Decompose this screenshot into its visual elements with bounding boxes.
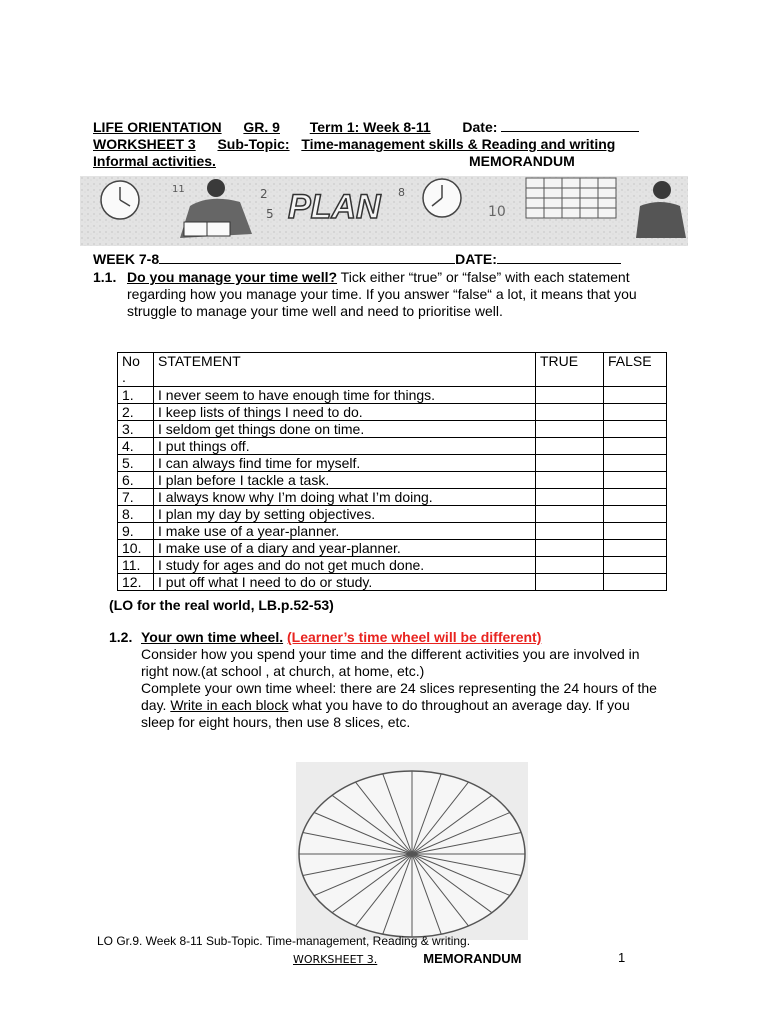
header-statement: STATEMENT — [154, 353, 536, 387]
svg-text:11: 11 — [172, 184, 185, 195]
table-row — [118, 438, 667, 455]
false-cell[interactable] — [604, 523, 667, 540]
row-statement: I never seem to have enough time for things. — [154, 387, 536, 404]
row-number: 10. — [118, 540, 154, 557]
row-number: 3. — [118, 421, 154, 438]
false-cell[interactable] — [604, 557, 667, 574]
row-statement: I seldom get things done on time. — [154, 421, 536, 438]
time-wheel — [296, 762, 528, 940]
true-cell[interactable] — [536, 455, 604, 472]
false-cell[interactable] — [604, 404, 667, 421]
true-cell[interactable] — [536, 557, 604, 574]
lo-reference: (LO for the real world, LB.p.52-53) — [109, 597, 334, 613]
svg-text:10: 10 — [488, 204, 506, 220]
header-line-3 — [93, 153, 216, 170]
question-paragraph-2 — [141, 680, 661, 731]
header-no: No . — [118, 353, 154, 387]
memo-note: (Learner’s time wheel will be different) — [286, 629, 542, 645]
false-cell[interactable] — [604, 455, 667, 472]
statements-table — [117, 352, 667, 591]
true-cell[interactable] — [536, 404, 604, 421]
header-line-1 — [93, 119, 639, 136]
row-statement: I study for ages and do not get much done. — [154, 557, 536, 574]
false-cell[interactable] — [604, 540, 667, 557]
true-cell[interactable] — [536, 540, 604, 557]
row-number: 5. — [118, 455, 154, 472]
header-line-2 — [93, 136, 615, 153]
subject-title: LIFE ORIENTATION — [93, 119, 222, 135]
question-lead: Your own time wheel. — [141, 629, 284, 645]
table-row — [118, 472, 667, 489]
question-paragraph-1: Consider how you spend your time and the different activities you are involved in right now.(at school , at church, at home, etc.) — [141, 646, 640, 679]
footer-worksheet-line — [293, 951, 521, 966]
row-statement: I can always find time for myself. — [154, 455, 536, 472]
term-label: Term 1: Week 8-11 — [309, 119, 431, 135]
date-blank — [501, 119, 639, 132]
table-row — [118, 455, 667, 472]
row-statement: I plan before I tackle a task. — [154, 472, 536, 489]
false-cell[interactable] — [604, 387, 667, 404]
row-statement: I put things off. — [154, 438, 536, 455]
table-row — [118, 404, 667, 421]
date-label: Date: — [462, 119, 498, 135]
alarm-clock-icon — [423, 179, 461, 217]
row-number: 12. — [118, 574, 154, 591]
true-cell[interactable] — [536, 489, 604, 506]
plan-banner-illustration — [80, 176, 688, 246]
row-number: 8. — [118, 506, 154, 523]
table-row — [118, 523, 667, 540]
row-number: 2. — [118, 404, 154, 421]
row-number: 9. — [118, 523, 154, 540]
true-cell[interactable] — [536, 506, 604, 523]
table-row — [118, 506, 667, 523]
svg-text:2: 2 — [260, 187, 268, 201]
grade-label: GR. 9 — [243, 119, 280, 135]
calendar-icon — [526, 178, 616, 218]
table-header-row — [118, 353, 667, 387]
true-cell[interactable] — [536, 574, 604, 591]
row-number: 4. — [118, 438, 154, 455]
question-lead: Do you manage your time well? — [127, 269, 338, 285]
false-cell[interactable] — [604, 421, 667, 438]
table-row — [118, 489, 667, 506]
row-statement: I put off what I need to do or study. — [154, 574, 536, 591]
table-row — [118, 557, 667, 574]
row-statement: I make use of a diary and year-planner. — [154, 540, 536, 557]
footer-line: LO Gr.9. Week 8-11 Sub-Topic. Time-management, Reading & writing. — [97, 934, 471, 948]
clock-icon — [101, 181, 139, 219]
week-label: WEEK 7-8 — [93, 251, 160, 267]
svg-text:5: 5 — [266, 207, 274, 221]
question-number: 1.1. — [93, 269, 117, 285]
true-cell[interactable] — [536, 387, 604, 404]
row-statement: I always know why I’m doing what I’m doing. — [154, 489, 536, 506]
header-true: TRUE — [536, 353, 604, 387]
table-row — [118, 540, 667, 557]
true-cell[interactable] — [536, 472, 604, 489]
false-cell[interactable] — [604, 472, 667, 489]
true-cell[interactable] — [536, 438, 604, 455]
row-statement: I keep lists of things I need to do. — [154, 404, 536, 421]
row-number: 7. — [118, 489, 154, 506]
paragraph-2-end: what you have to do throughout an average day. If you sleep for eight hours, then use 8 slices, etc. — [141, 697, 630, 730]
true-cell[interactable] — [536, 523, 604, 540]
table-row — [118, 387, 667, 404]
false-cell[interactable] — [604, 489, 667, 506]
row-number: 1. — [118, 387, 154, 404]
svg-text:8: 8 — [398, 186, 405, 199]
footer-memorandum: MEMORANDUM — [423, 951, 522, 966]
page-number: 1 — [618, 950, 626, 965]
question-number: 1.2. — [109, 629, 133, 645]
table-row — [118, 421, 667, 438]
table-row — [118, 574, 667, 591]
paragraph-2-start: Complete your own time wheel: there are 24 slices representing the 24 hours of the day. — [141, 680, 657, 713]
false-cell[interactable] — [604, 574, 667, 591]
informal-label: Informal activities. — [93, 153, 216, 169]
paragraph-2-underlined: Write in each block — [170, 697, 289, 713]
row-statement: I make use of a year-planner. — [154, 523, 536, 540]
subtopic-text: Time-management skills & Reading and writing — [301, 136, 616, 152]
row-number: 6. — [118, 472, 154, 489]
worksheet-label: WORKSHEET 3 — [93, 136, 196, 152]
row-statement: I plan my day by setting objectives. — [154, 506, 536, 523]
week-line — [93, 251, 621, 267]
row-number: 11. — [118, 557, 154, 574]
question-text: Tick either “true” or “false” with each statement regarding how you manage your time. If you answer “false“ a lot, it means that you struggle to manage your time well and need to prioritise well. — [127, 269, 637, 319]
subtopic-label: Sub-Topic: — [217, 136, 290, 152]
plan-text: PLAN — [288, 188, 381, 226]
header-false: FALSE — [604, 353, 667, 387]
footer-worksheet: WORKSHEET 3. — [293, 953, 378, 966]
week-date-label: DATE: — [455, 251, 497, 267]
memorandum-label: MEMORANDUM — [469, 153, 575, 169]
false-cell[interactable] — [604, 506, 667, 523]
false-cell[interactable] — [604, 438, 667, 455]
true-cell[interactable] — [536, 421, 604, 438]
